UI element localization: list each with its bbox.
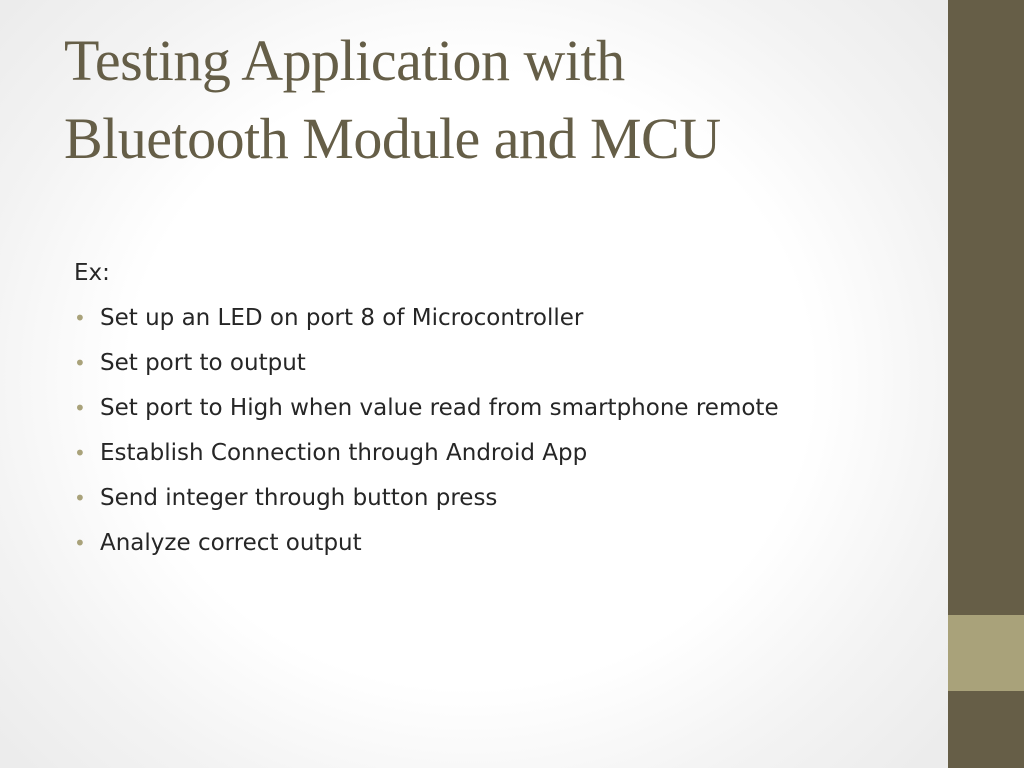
bullet-text: Set port to High when value read from smartphone remote — [100, 395, 779, 421]
slide-title-line-2: Bluetooth Module and MCU — [64, 106, 721, 171]
bullet-text: Send integer through button press — [100, 485, 498, 511]
bullet-text: Set up an LED on port 8 of Microcontroller — [100, 305, 584, 331]
intro-text: Ex: — [74, 260, 110, 286]
bullet-dot-icon: • — [74, 441, 86, 465]
bullet-item — [74, 434, 934, 472]
bullet-item — [74, 299, 934, 337]
decorative-sidebar-accent — [948, 615, 1024, 691]
bullet-item — [74, 479, 934, 517]
bullet-dot-icon: • — [74, 351, 86, 375]
bullet-item — [74, 344, 934, 382]
bullet-dot-icon: • — [74, 531, 86, 555]
bullet-text: Establish Connection through Android App — [100, 440, 588, 466]
slide-body — [74, 254, 934, 569]
bullet-list — [74, 299, 934, 562]
slide-title-line-1: Testing Application with — [64, 28, 625, 93]
bullet-dot-icon: • — [74, 396, 86, 420]
slide-title — [64, 22, 924, 178]
bullet-item — [74, 389, 934, 427]
bullet-text: Set port to output — [100, 350, 306, 376]
bullet-item — [74, 524, 934, 562]
bullet-text: Analyze correct output — [100, 530, 362, 556]
bullet-dot-icon: • — [74, 486, 86, 510]
bullet-dot-icon: • — [74, 306, 86, 330]
